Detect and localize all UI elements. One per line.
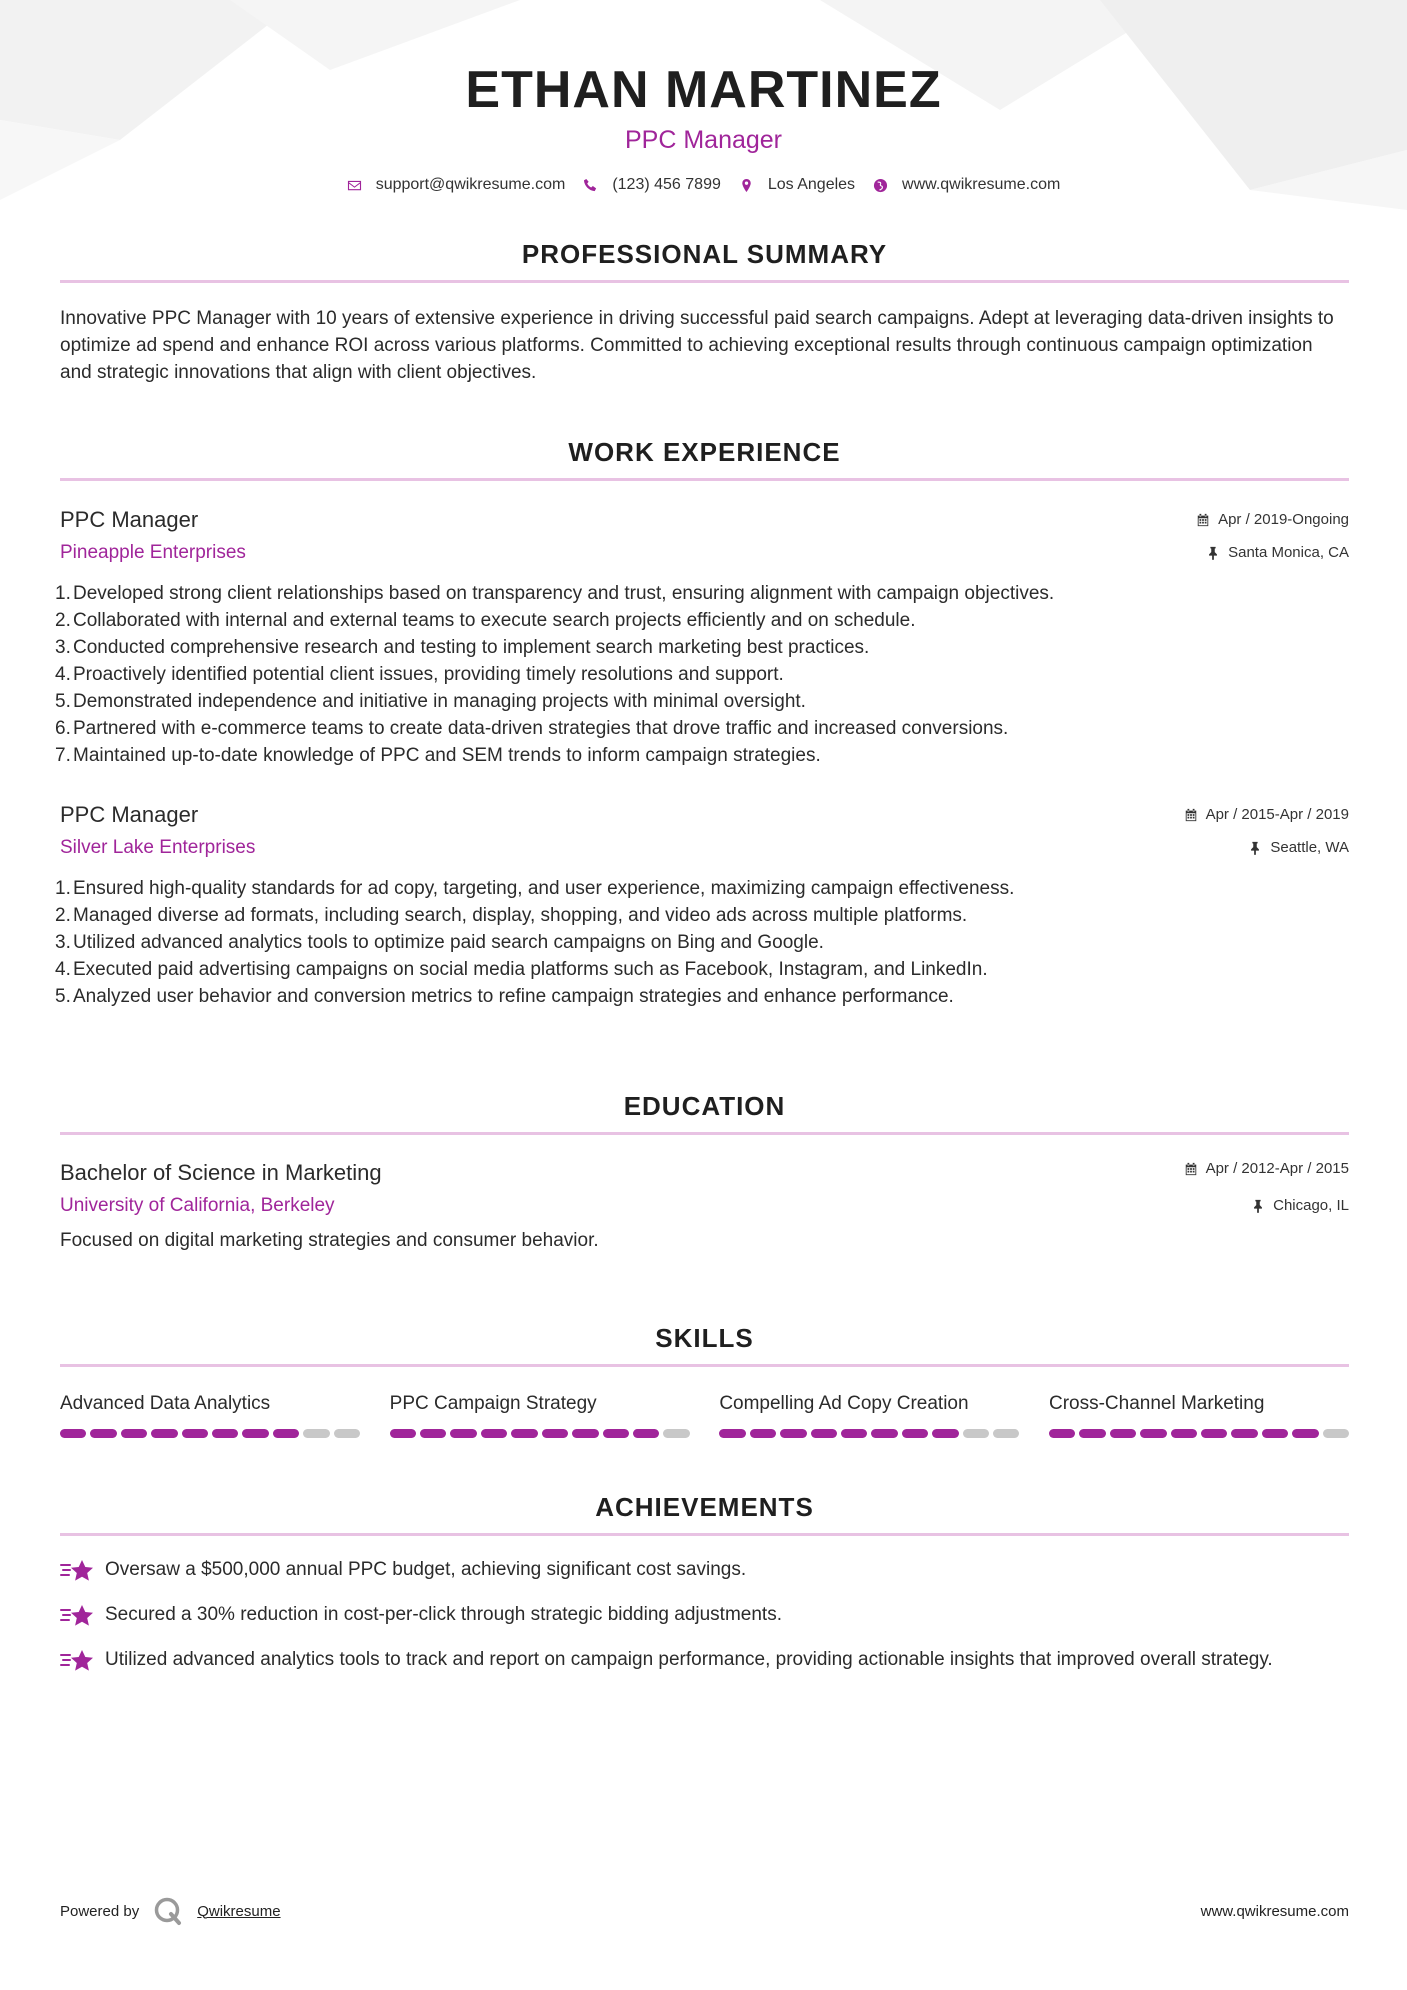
job-title: PPC Manager (60, 507, 199, 532)
skill-level-segment (1292, 1429, 1318, 1438)
list-item: 1. Developed strong client relationships based on transparency and trust, ensuring alignment with campaign objectives. (55, 583, 1055, 604)
skill-level-segment (572, 1429, 598, 1438)
skill-level-segment (1231, 1429, 1257, 1438)
calendar-icon (1184, 808, 1198, 822)
list-item (60, 1601, 1349, 1629)
skill-level-segment (719, 1429, 745, 1438)
skill-name: PPC Campaign Strategy (389, 1393, 597, 1414)
skill-level-segment (993, 1429, 1019, 1438)
degree-title: Bachelor of Science in Marketing (60, 1160, 382, 1185)
education-dates: Apr / 2012-Apr / 2015 (1205, 1160, 1349, 1177)
skill-level-segment (750, 1429, 776, 1438)
skill-level-segment (1079, 1429, 1105, 1438)
skill-level-segment (420, 1429, 446, 1438)
job-location: Santa Monica, CA (1228, 544, 1349, 561)
skill-level-segment (121, 1429, 147, 1438)
skill-level-segment (811, 1429, 837, 1438)
list-item: 6. Partnered with e-commerce teams to create data-driven strategies that drove traffic and increased conversions. (55, 718, 1009, 739)
job-bullet-list (55, 580, 1349, 769)
summary-text: Innovative PPC Manager with 10 years of extensive experience in driving successful paid search campaigns. Adept at leveraging data-driven insights to optimize ad spend and enhance ROI across various platforms. Committed to achieving exceptional results through continuous campaign optimization and strategic innovations that align with client objectives. (60, 308, 1334, 383)
achievements-list (60, 1556, 1349, 1674)
skill-level-segment (1323, 1429, 1349, 1438)
map-pin-icon (739, 178, 754, 193)
list-item: 5. Analyzed user behavior and conversion metrics to refine campaign strategies and enhance performance. (55, 986, 954, 1007)
skill-level-segment (633, 1429, 659, 1438)
section-divider (60, 1364, 1349, 1367)
skill-level-segment (511, 1429, 537, 1438)
contact-email-text: support@qwikresume.com (375, 176, 566, 193)
summary-title: PROFESSIONAL SUMMARY (521, 239, 888, 269)
skill-name: Compelling Ad Copy Creation (719, 1393, 969, 1414)
skill-level-segment (1110, 1429, 1136, 1438)
skill-level-segment (303, 1429, 329, 1438)
job-entry (55, 506, 1349, 769)
job-dates: Apr / 2015-Apr / 2019 (1205, 806, 1349, 823)
list-item: 5. Demonstrated independence and initiative in managing projects with minimal oversight. (55, 691, 806, 712)
powered-by (60, 1896, 281, 1926)
skill-level-segment (963, 1429, 989, 1438)
job-entry (55, 801, 1349, 1010)
qwikresume-logo-icon (153, 1896, 183, 1926)
contact-location-text: Los Angeles (767, 176, 856, 193)
skill-level-segment (1201, 1429, 1227, 1438)
skill-level-segment (90, 1429, 116, 1438)
skill-item (719, 1391, 1019, 1438)
skill-level-segment (603, 1429, 629, 1438)
calendar-icon (1196, 513, 1210, 527)
list-item: 2. Managed diverse ad formats, including search, display, shopping, and video ads across multiple platforms. (55, 905, 968, 926)
section-divider (60, 1132, 1349, 1135)
section-divider (60, 1533, 1349, 1536)
skill-level-segment (481, 1429, 507, 1438)
education-title: EDUCATION (623, 1091, 786, 1121)
skills-list (60, 1391, 1349, 1438)
list-item: 2. Collaborated with internal and external teams to execute search projects efficiently and on schedule. (55, 610, 916, 631)
skill-level-segment (242, 1429, 268, 1438)
experience-title: WORK EXPERIENCE (568, 437, 841, 467)
education-description: Focused on digital marketing strategies and consumer behavior. (60, 1230, 599, 1251)
job-meta (1196, 510, 1349, 563)
skill-level-segment (60, 1429, 86, 1438)
skill-level-segment (902, 1429, 928, 1438)
education-section (60, 1090, 1349, 1254)
contact-bar (0, 176, 1407, 194)
skill-level-segment (273, 1429, 299, 1438)
powered-by-label: Powered by (60, 1902, 140, 1920)
list-item: 7. Maintained up-to-date knowledge of PPC and SEM trends to inform campaign strategies. (55, 745, 821, 766)
achievements-title: ACHIEVEMENTS (595, 1492, 814, 1522)
achievement-text: Secured a 30% reduction in cost-per-click through strategic bidding adjustments. (105, 1604, 782, 1625)
skill-level-bar (390, 1429, 690, 1438)
job-location: Seattle, WA (1270, 839, 1349, 856)
skills-section (60, 1322, 1349, 1438)
envelope-icon (347, 178, 362, 193)
skill-item (1049, 1391, 1349, 1438)
contact-email[interactable] (347, 176, 566, 194)
skill-level-segment (871, 1429, 897, 1438)
job-dates: Apr / 2019-Ongoing (1218, 511, 1349, 528)
skill-item (390, 1391, 690, 1438)
contact-website[interactable] (873, 176, 1060, 194)
resume-header (0, 0, 1407, 194)
education-location: Chicago, IL (1273, 1197, 1349, 1214)
skill-level-bar (1049, 1429, 1349, 1438)
achievement-text: Oversaw a $500,000 annual PPC budget, achieving significant cost savings. (105, 1559, 747, 1580)
skill-level-segment (1140, 1429, 1166, 1438)
skill-name: Advanced Data Analytics (60, 1393, 271, 1414)
job-company: Silver Lake Enterprises (60, 837, 256, 858)
achievements-section (60, 1491, 1349, 1674)
list-item: 4. Proactively identified potential client issues, providing timely resolutions and support. (55, 664, 784, 685)
education-meta (1184, 1159, 1349, 1216)
star-icon (60, 1603, 94, 1629)
contact-website-text: www.qwikresume.com (902, 176, 1061, 193)
list-item: 1. Ensured high-quality standards for ad copy, targeting, and user experience, maximizing campaign effectiveness. (55, 878, 1015, 899)
skill-level-segment (663, 1429, 689, 1438)
star-icon (60, 1648, 94, 1674)
pushpin-icon (1248, 841, 1262, 855)
job-bullet-list (55, 875, 1349, 1010)
contact-phone[interactable] (583, 176, 721, 194)
pushpin-icon (1251, 1199, 1265, 1213)
footer-website[interactable]: www.qwikresume.com (1200, 1902, 1349, 1920)
section-divider (60, 478, 1349, 481)
skill-level-segment (390, 1429, 416, 1438)
candidate-role: PPC Manager (624, 126, 783, 154)
star-icon (60, 1558, 94, 1584)
list-item: 4. Executed paid advertising campaigns on social media platforms such as Facebook, Instagram, and LinkedIn. (55, 959, 988, 980)
skill-level-segment (334, 1429, 360, 1438)
skill-item (60, 1391, 360, 1438)
school-name: University of California, Berkeley (60, 1195, 335, 1216)
contact-location (739, 176, 855, 194)
skill-level-bar (60, 1429, 360, 1438)
skills-title: SKILLS (655, 1323, 754, 1353)
skill-level-segment (841, 1429, 867, 1438)
contact-phone-text: (123) 456 7899 (612, 176, 721, 193)
qwikresume-link[interactable]: Qwikresume (197, 1902, 281, 1920)
job-title: PPC Manager (60, 802, 199, 827)
experience-section (55, 436, 1349, 1010)
skill-level-segment (1171, 1429, 1197, 1438)
job-meta (1184, 805, 1349, 858)
summary-section (60, 238, 1349, 386)
skill-level-segment (182, 1429, 208, 1438)
job-company: Pineapple Enterprises (60, 542, 246, 563)
candidate-name: ETHAN MARTINEZ (465, 61, 942, 119)
list-item (60, 1646, 1349, 1674)
page-footer (60, 1896, 1349, 1926)
skill-level-segment (212, 1429, 238, 1438)
skill-level-bar (719, 1429, 1019, 1438)
skill-level-segment (780, 1429, 806, 1438)
section-divider (60, 280, 1349, 283)
skill-level-segment (1262, 1429, 1288, 1438)
skill-level-segment (450, 1429, 476, 1438)
list-item: 3. Utilized advanced analytics tools to optimize paid search campaigns on Bing and Google. (55, 932, 824, 953)
globe-icon (873, 178, 888, 193)
skill-name: Cross-Channel Marketing (1048, 1393, 1265, 1414)
skill-level-segment (542, 1429, 568, 1438)
pushpin-icon (1206, 546, 1220, 560)
education-entry (60, 1159, 1349, 1254)
phone-icon (583, 178, 598, 193)
achievement-text: Utilized advanced analytics tools to track and report on campaign performance, providing actionable insights that improved overall strategy. (105, 1649, 1273, 1670)
skill-level-segment (932, 1429, 958, 1438)
skill-level-segment (1049, 1429, 1075, 1438)
list-item: 3. Conducted comprehensive research and testing to implement search marketing best practices. (55, 637, 870, 658)
list-item (60, 1556, 1349, 1584)
calendar-icon (1184, 1162, 1198, 1176)
skill-level-segment (151, 1429, 177, 1438)
